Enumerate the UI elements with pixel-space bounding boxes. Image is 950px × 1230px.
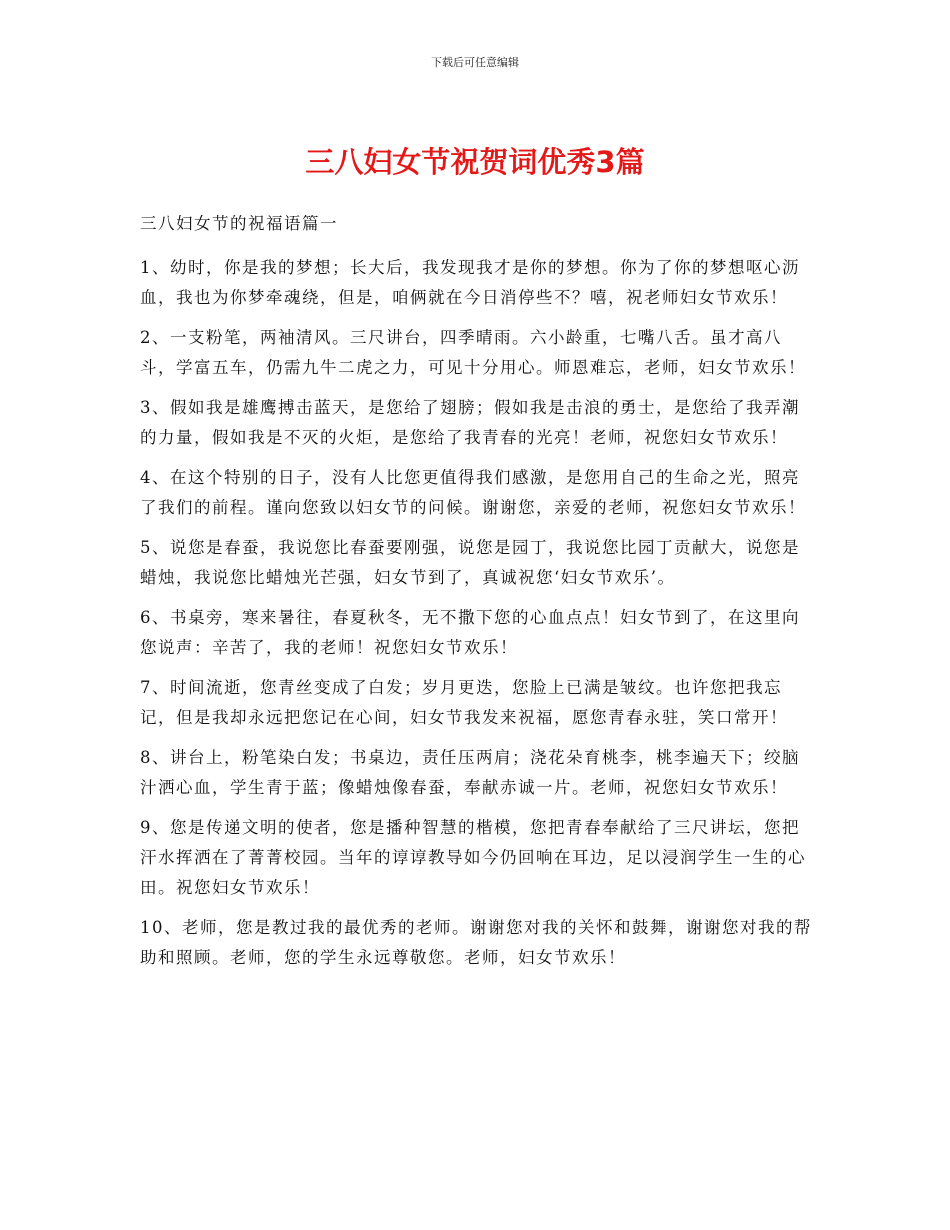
paragraph-6: 6、书桌旁，寒来暑往，春夏秋冬，无不撒下您的心血点点！妇女节到了，在这里向您说声：辛苦了，我的老师！祝您妇女节欢乐！ xyxy=(140,608,800,657)
paragraph-10: 10、老师，您是教过我的最优秀的老师。谢谢您对我的关怀和鼓舞，谢谢您对我的帮助和照顾。老师，您的学生永远尊敬您。老师，妇女节欢乐！ xyxy=(140,918,812,967)
paragraph-3: 3、假如我是雄鹰搏击蓝天，是您给了翅膀；假如我是击浪的勇士，是您给了我弄潮的力量，假如我是不灭的火炬，是您给了我青春的光亮！老师，祝您妇女节欢乐！ xyxy=(140,398,800,447)
document-title: 三八妇女节祝贺词优秀3篇 xyxy=(305,145,645,179)
document-body xyxy=(140,209,812,983)
section-heading: 三八妇女节的祝福语篇一 xyxy=(140,214,338,233)
paragraph-5: 5、说您是春蚕，我说您比春蚕要刚强，说您是园丁，我说您比园丁贡献大，说您是蜡烛，我说您比蜡烛光芒强，妇女节到了，真诚祝您‘妇女节欢乐’。 xyxy=(140,538,800,587)
paragraph-4: 4、在这个特别的日子，没有人比您更值得我们感激，是您用自己的生命之光，照亮了我们的前程。谨向您致以妇女节的问候。谢谢您，亲爱的老师，祝您妇女节欢乐！ xyxy=(140,468,806,517)
paragraph-8: 8、讲台上，粉笔染白发；书桌边，责任压两肩；浇花朵育桃李，桃李遍天下；绞脑汁洒心血，学生青于蓝；像蜡烛像春蚕，奉献赤诚一片。老师，祝您妇女节欢乐！ xyxy=(140,748,800,797)
paragraph-2: 2、一支粉笔，两袖清风。三尺讲台，四季晴雨。六小龄重，七嘴八舌。虽才高八斗，学富五车，仍需九牛二虎之力，可见十分用心。师恩难忘，老师，妇女节欢乐！ xyxy=(140,328,806,377)
paragraph-7: 7、时间流逝，您青丝变成了白发；岁月更迭，您脸上已满是皱纹。也许您把我忘记，但是我却永远把您记在心间，妇女节我发来祝福，愿您青春永驻，笑口常开！ xyxy=(140,678,788,727)
page-header: 下载后可任意编辑 xyxy=(431,56,519,69)
paragraph-1: 1、幼时，你是我的梦想；长大后，我发现我才是你的梦想。你为了你的梦想呕心沥血，我也为你梦牵魂绕，但是，咱俩就在今日消停些不？嘻，祝老师妇女节欢乐！ xyxy=(140,258,800,307)
paragraph-9: 9、您是传递文明的使者，您是播种智慧的楷模，您把青春奉献给了三尺讲坛，您把汗水挥洒在了菁菁校园。当年的谆谆教导如今仍回响在耳边，足以浸润学生一生的心田。祝您妇女节欢乐！ xyxy=(140,818,806,897)
